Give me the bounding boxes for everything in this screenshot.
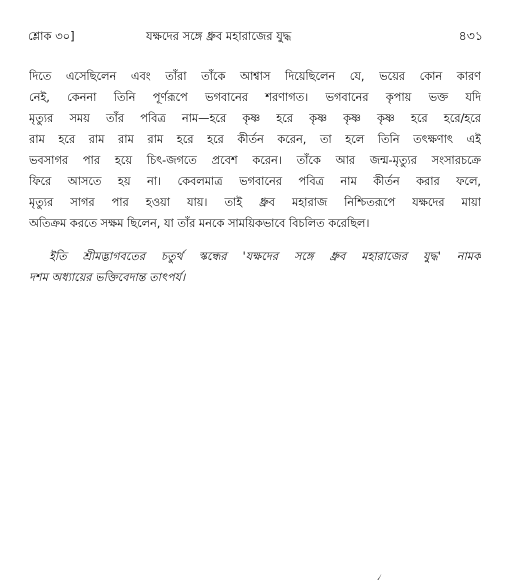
text-line: মৃত্যুর সময় তাঁর পবিত্র নাম—হরে কৃষ্ণ হরে কৃষ্ণ কৃষ্ণ কৃষ্ণ হরে হরে/হরে xyxy=(29,112,481,125)
footer-mark: ৴ xyxy=(377,573,382,583)
text-line: ভবসাগর পার হয়ে চিৎ-জগতে প্রবেশ করেন। তাঁকে আর জন্ম-মৃত্যুর সংসারচক্রে xyxy=(29,154,481,167)
purport-paragraph xyxy=(29,66,481,234)
chapter-colophon xyxy=(29,246,481,288)
page-number: ৪৩১ xyxy=(458,28,483,43)
verse-reference: শ্লোক ৩০] xyxy=(28,29,75,43)
running-header xyxy=(28,26,483,46)
text-line: মৃত্যুর সাগর পার হওয়া যায়। তাই ধ্রুব মহারাজ নিশ্চিতরূপে যক্ষদের মায়া xyxy=(29,196,481,209)
text-line: রাম হরে রাম রাম রাম হরে হরে কীর্তন করেন, তা হলে তিনি তৎক্ষণাৎ এই xyxy=(29,133,481,146)
chapter-title: যক্ষদের সঙ্গে ধ্রুব মহারাজের যুদ্ধ xyxy=(146,29,292,43)
colophon-line: ইতি শ্রীমদ্ভাগবতের চতুর্থ স্কন্ধের 'যক্ষদের সঙ্গে ধ্রুব মহারাজের যুদ্ধ' নামক xyxy=(49,250,481,263)
colophon-line: দশম অধ্যায়ের ভক্তিবেদান্ত তাৎপর্য। xyxy=(29,271,186,284)
text-line: দিতে এসেছিলেন এবং তাঁরা তাঁকে আশ্বাস দিয়েছিলেন যে, ভয়ের কোন কারণ xyxy=(29,70,481,83)
text-line: অতিক্রম করতে সক্ষম ছিলেন, যা তাঁর মনকে সাময়িকভাবে বিচলিত করেছিল। xyxy=(29,217,370,230)
text-line: ফিরে আসতে হয় না। কেবলমাত্র ভগবানের পবিত্র নাম কীর্তন করার ফলে, xyxy=(29,175,481,188)
text-line: নেই, কেননা তিনি পূর্ণরূপে ভগবানের শরণাগত। ভগবানের কৃপায় ভক্ত যদি xyxy=(29,91,481,104)
